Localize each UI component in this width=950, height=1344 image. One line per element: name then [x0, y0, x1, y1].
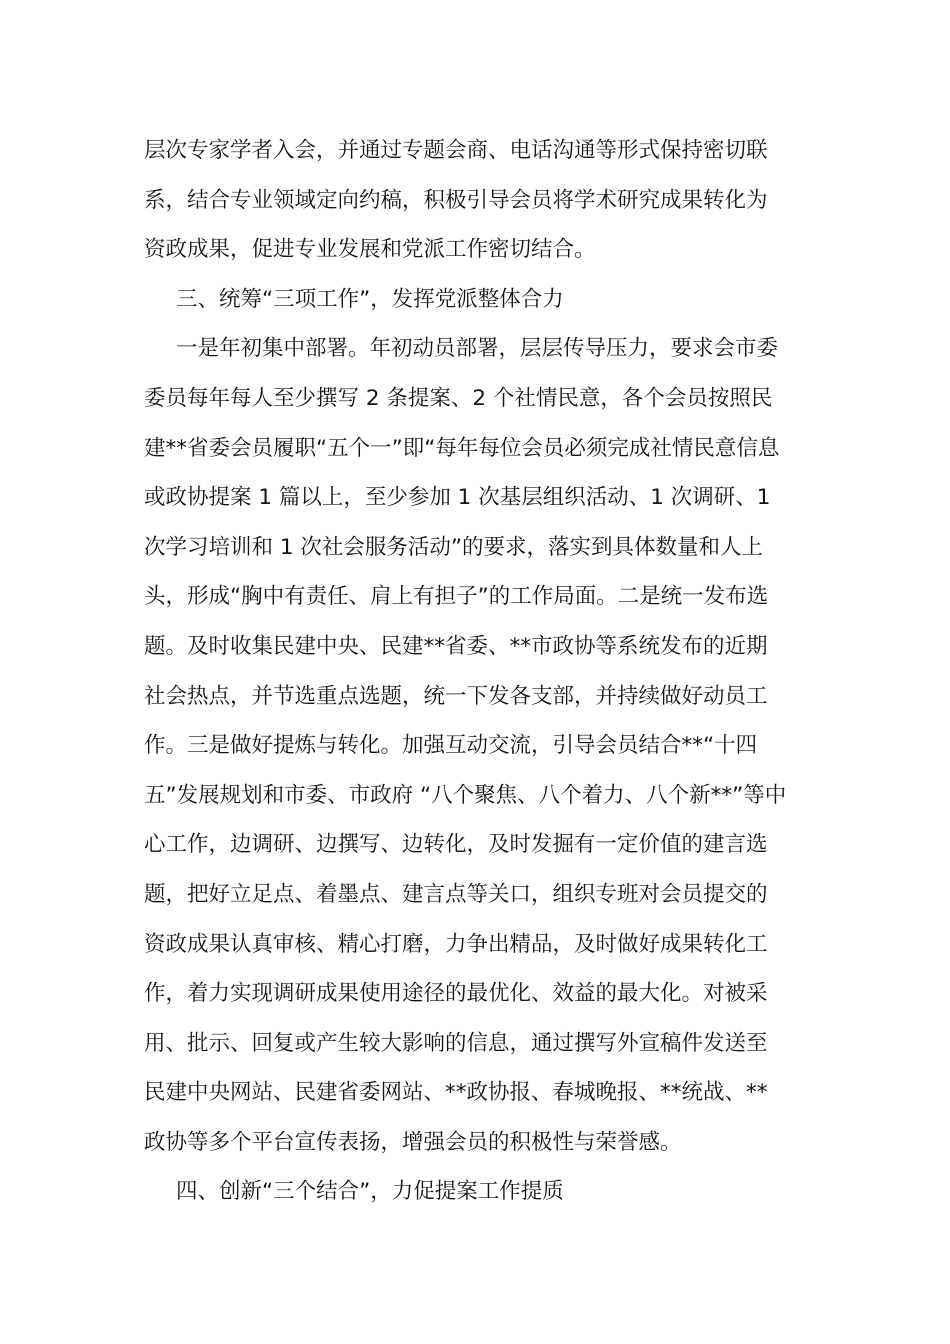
- paragraph-three-tasks: [144, 324, 808, 1167]
- text-line: 社会热点，并节选重点选题，统一下发各支部，并持续做好动员工: [144, 683, 768, 709]
- text-line: 一是年初集中部署。年初动员部署，层层传导压力，要求会市委: [176, 336, 779, 362]
- text-line: 或政协提案 1 篇以上，至少参加 1 次基层组织活动、1 次调研、1: [144, 485, 771, 511]
- section-heading-4: [144, 1167, 808, 1217]
- text-line: 作，着力实现调研成果使用途径的最优化、效益的最大化。对被采: [144, 981, 768, 1007]
- text-line: 委员每年每人至少撰写 2 条提案、2 个社情民意，各个会员按照民: [144, 385, 773, 411]
- text-line: 资政成果，促进专业发展和党派工作密切结合。: [144, 237, 596, 263]
- text-line: 心工作，边调研、边撰写、边转化，及时发掘有一定价值的建言选: [144, 832, 768, 858]
- heading-text: 四、创新“三个结合”，力促提案工作提质: [176, 1179, 564, 1205]
- document-body: [144, 126, 808, 1217]
- heading-text: 三、统筹“三项工作”，发挥党派整体合力: [176, 286, 564, 312]
- text-line: 五”发展规划和市委、市政府 “八个聚焦、八个着力、八个新**”等中: [144, 782, 787, 808]
- text-line: 民建中央网站、民建省委网站、**政协报、春城晚报、**统战、**: [144, 1080, 768, 1106]
- text-line: 题。及时收集民建中央、民建**省委、**市政协等系统发布的近期: [144, 633, 768, 659]
- paragraph-continued: [144, 126, 808, 275]
- text-line: 层次专家学者入会，并通过专题会商、电话沟通等形式保持密切联: [144, 138, 768, 163]
- text-line: 用、批示、回复或产生较大影响的信息，通过撰写外宣稿件发送至: [144, 1030, 768, 1056]
- text-line: 建**省委会员履职“五个一”即“每年每位会员必须完成社情民意信息: [144, 435, 780, 461]
- section-heading-3: [144, 275, 808, 325]
- text-line: 次学习培训和 1 次社会服务活动”的要求，落实到具体数量和人上: [144, 534, 763, 560]
- text-line: 系，结合专业领域定向约稿，积极引导会员将学术研究成果转化为: [144, 187, 768, 213]
- text-line: 资政成果认真审核、精心打磨，力争出精品，及时做好成果转化工: [144, 931, 768, 957]
- text-line: 头，形成“胸中有责任、肩上有担子”的工作局面。二是统一发布选: [144, 584, 769, 610]
- text-line: 题，把好立足点、着墨点、建言点等关口，组织专班对会员提交的: [144, 881, 768, 907]
- text-line: 作。三是做好提炼与转化。加强互动交流，引导会员结合**“十四: [144, 733, 758, 759]
- text-line: 政协等多个平台宣传表扬，增强会员的积极性与荣誉感。: [144, 1129, 682, 1155]
